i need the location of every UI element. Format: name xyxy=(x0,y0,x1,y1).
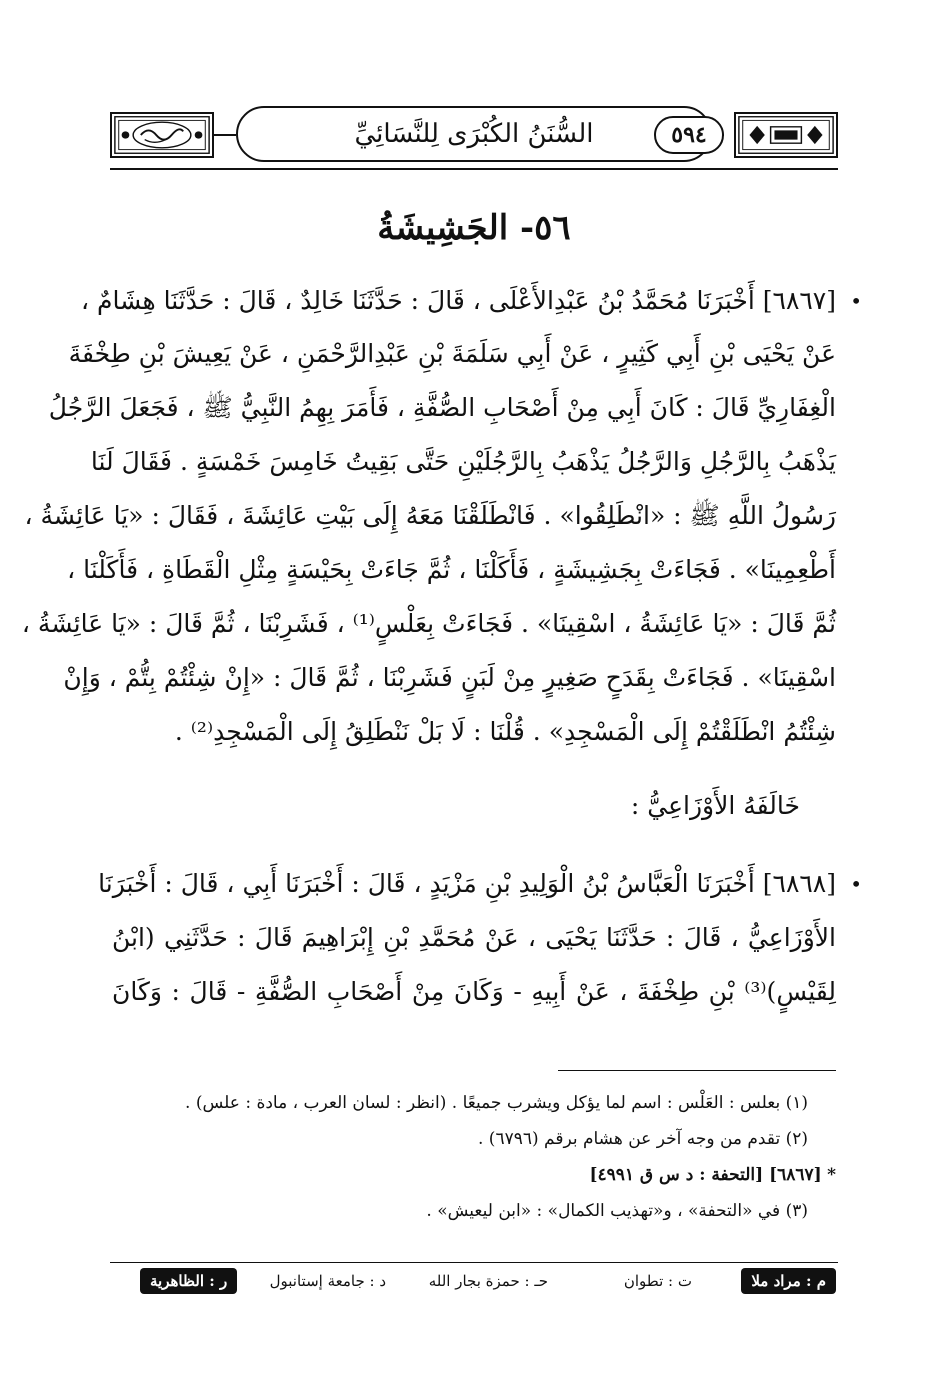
bullet: • xyxy=(850,872,862,896)
source-h: حـ : حمزة بجار الله xyxy=(428,1272,548,1290)
source-t: ت : تطوان xyxy=(623,1272,692,1290)
text-line: الأَوْزَاعِيُّ ، قَالَ : حَدَّثَنَا يَحْيَى ، عَنْ مُحَمَّدِ بْنِ إِبْرَاهِيمَ قَالَ : حَدَّثَنِي (ابْنُ xyxy=(112,923,836,952)
text-line: اسْقِينَا» . فَجَاءَتْ بِقَدَحٍ صَغِيرٍ مِنْ لَبَنٍ فَشَرِبْنَا ، ثُمَّ قَالَ : «إِنْ شِئْتُمْ بِتُّمْ ، وَإِنْ xyxy=(63,663,836,692)
footnote-2: (٢) تقدم من وجه آخر عن هشام برقم (٦٧٩٦) . xyxy=(477,1129,808,1149)
section-title: ٥٦- الجَشِيشَةُ xyxy=(377,208,571,248)
text-line: • [٦٨٦٨] أَخْبَرَنَا الْعَبَّاسُ بْنُ الْوَلِيدِ بْنِ مَزْيَدٍ ، قَالَ : أَخْبَرَنَا أَبِي ، قَالَ : أَخْبَرَنَا xyxy=(112,859,836,909)
star-marker: * xyxy=(827,1165,836,1185)
source-d: د : جامعة إستانبول xyxy=(269,1272,386,1290)
footnote-tuhfa: * [٦٨٦٧] [التحفة : د س ق ٤٩٩١] xyxy=(589,1165,836,1185)
text-line: عَنْ يَحْيَى بْنِ أَبِي كَثِيرٍ ، عَنْ أَبِي سَلَمَةَ بْنِ عَبْدِالرَّحْمَنِ ، عَنْ يَعِيشَ بْنِ طِخْفَةَ xyxy=(68,339,836,368)
text-line: خَالَفَهُ الأَوْزَاعِيُّ : xyxy=(630,791,800,820)
bottom-rule xyxy=(110,1262,838,1263)
page-number: ٥٩٤ xyxy=(654,116,724,154)
footnote-rule xyxy=(558,1070,836,1071)
text-line: شِئْتُمُ انْطَلَقْتُمْ إِلَى الْمَسْجِدِ» . قُلْنَا : لَا بَلْ نَنْطَلِقُ إِلَى الْمَسْجِدِ⁽²⁾ . xyxy=(174,717,836,746)
source-r: ر : الظاهرية xyxy=(140,1268,237,1294)
text-line: أَطْعِمِينَا» . فَجَاءَتْ بِجَشِيشَةٍ ، فَأَكَلْنَا ، ثُمَّ جَاءَتْ بِحَيْسَةٍ مِثْلِ الْقَطَاةِ ، فَأَكَلْنَا ، xyxy=(67,555,836,584)
footnote-1: (١) بعلس : العَلْس : اسم لما يؤكل ويشرب جميعًا . (انظر : لسان العرب ، مادة : علس) . xyxy=(185,1093,808,1113)
book-title: السُّنَنُ الكُبْرَى لِلنَّسَائِيِّ xyxy=(354,119,594,149)
text-line: لِقَيْسٍ)⁽³⁾ بْنِ طِخْفَةَ ، عَنْ أَبِيهِ - وَكَانَ مِنْ أَصْحَابِ الصُّفَّةِ - قَالَ : وَكَانَ xyxy=(112,977,836,1006)
bullet: • xyxy=(850,289,862,313)
source-m: م : مراد ملا xyxy=(741,1268,836,1294)
text-line: يَذْهَبُ بِالرَّجُلِ وَالرَّجُلُ يَذْهَبُ بِالرَّجُلَيْنِ حَتَّى بَقِيتُ خَامِسَ خَمْسَةٍ . فَقَالَ لَنَا xyxy=(90,447,836,476)
text-line: • [٦٨٦٧] أَخْبَرَنَا مُحَمَّدُ بْنُ عَبْدِالأَعْلَى ، قَالَ : حَدَّثَنَا خَالِدٌ ، قَالَ : حَدَّثَنَا هِشَامٌ ، xyxy=(112,276,836,326)
text-line: الْغِفَارِيِّ قَالَ : كَانَ أَبِي مِنْ أَصْحَابِ الصُّفَّةِ ، فَأَمَرَ بِهِمُ النَّبِيُّ ﷺ ، فَجَعَلَ الرَّجُلُ xyxy=(48,393,836,422)
text-line: ثُمَّ قَالَ : «يَا عَائِشَةُ ، اسْقِينَا» . فَجَاءَتْ بِعَلْسٍ⁽¹⁾ ، فَشَرِبْنَا ، ثُمَّ قَالَ : «يَا عَائِشَةُ ، xyxy=(21,609,836,638)
footnote-3: (٣) في «التحفة» ، و«تهذيب الكمال» : «ابن ليعيش» . xyxy=(426,1201,808,1221)
text-line: رَسُولُ اللَّهِ ﷺ : «انْطَلِقُوا» . فَانْطَلَقْنَا مَعَهُ إِلَى بَيْتِ عَائِشَةَ ، فَقَالَ : «يَا عَائِشَةُ ، xyxy=(24,501,836,530)
